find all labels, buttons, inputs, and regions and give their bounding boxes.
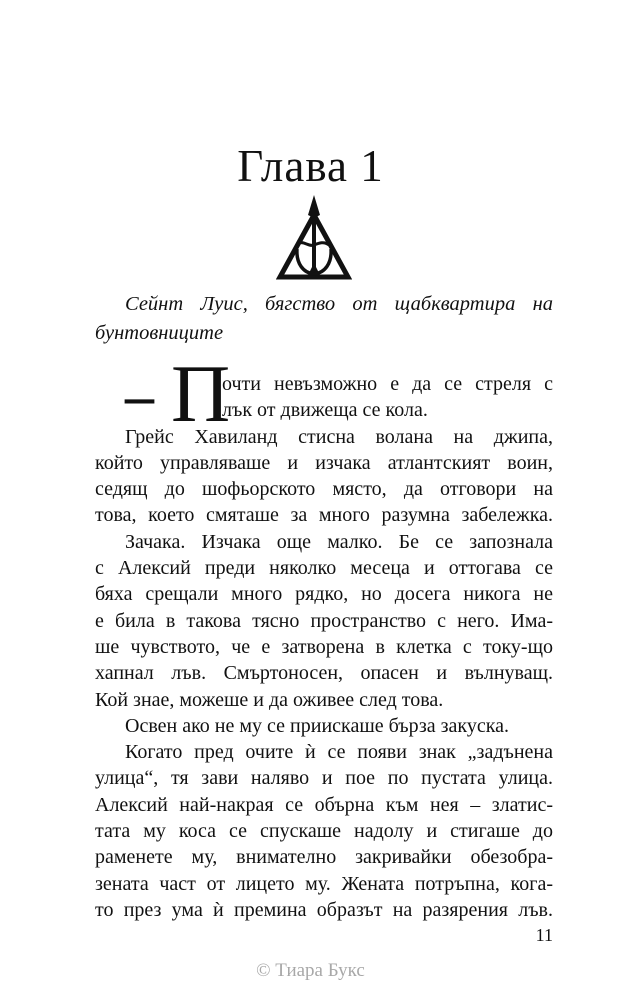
- subtitle-line: Сейнт Луис, бягство от щабквартира на: [125, 293, 553, 315]
- text-line: тата му коса се спускаше надолу и стигаше до: [95, 820, 553, 843]
- chapter-title: Глава 1: [237, 141, 384, 191]
- text-line: с Алексий преди няколко месеца и оттогава се: [95, 557, 553, 580]
- text-line: това, което смяташе за много разумна забележка.: [95, 504, 553, 527]
- text-line: хапнал лъв. Смъртоносен, опасен и вълнуващ.: [95, 662, 553, 685]
- text-line: то през ума ѝ премина образът на разярения лъв.: [95, 898, 553, 921]
- text-line: лък от движеща се кола.: [222, 399, 428, 422]
- text-line: очти невъзможно е да се стреля с: [222, 373, 553, 395]
- text-line: седящ до шофьорското място, да отговори на: [95, 478, 553, 501]
- text-line: улица“, тя зави наляво и пое по пустата улица.: [95, 767, 553, 790]
- text-line: Когато пред очите ѝ се появи знак „задънена: [125, 741, 553, 764]
- text-line: който управляваше и изчака атлантският воин,: [95, 451, 553, 474]
- trident-triangle-emblem-icon: [276, 193, 352, 285]
- page-number: 11: [535, 925, 553, 945]
- text-line: Кой знае, можеше и да оживее след това.: [95, 688, 444, 711]
- text-line: Освен ако не му се приискаше бърза закуска.: [125, 714, 510, 737]
- text-line: е била в такова тясно пространство с него. Има-: [95, 609, 553, 632]
- chapter-subtitle: [95, 290, 553, 348]
- text-line: зената част от лицето му. Жената потръпна, кога-: [95, 872, 553, 895]
- subtitle-line: бунтовниците: [95, 322, 224, 344]
- text-line: раменете му, внимателно закривайки обезобра-: [95, 846, 553, 869]
- text-line: Зачака. Изчака още малко. Бе се запознала: [125, 530, 553, 553]
- body-text: [95, 371, 553, 923]
- text-line: Алексий най-накрая се обърна към нея – златис-: [95, 793, 553, 816]
- copyright-watermark: © Тиара Букс: [256, 960, 365, 981]
- drop-cap: П: [171, 348, 231, 439]
- dialogue-dash: –: [125, 363, 154, 428]
- text-line: бяха срещали много рядко, но досега никога не: [95, 583, 553, 606]
- text-line: Грейс Хавиланд стисна волана на джипа,: [125, 425, 553, 448]
- text-line: ше чувството, че е затворена в клетка с току-що: [95, 635, 553, 658]
